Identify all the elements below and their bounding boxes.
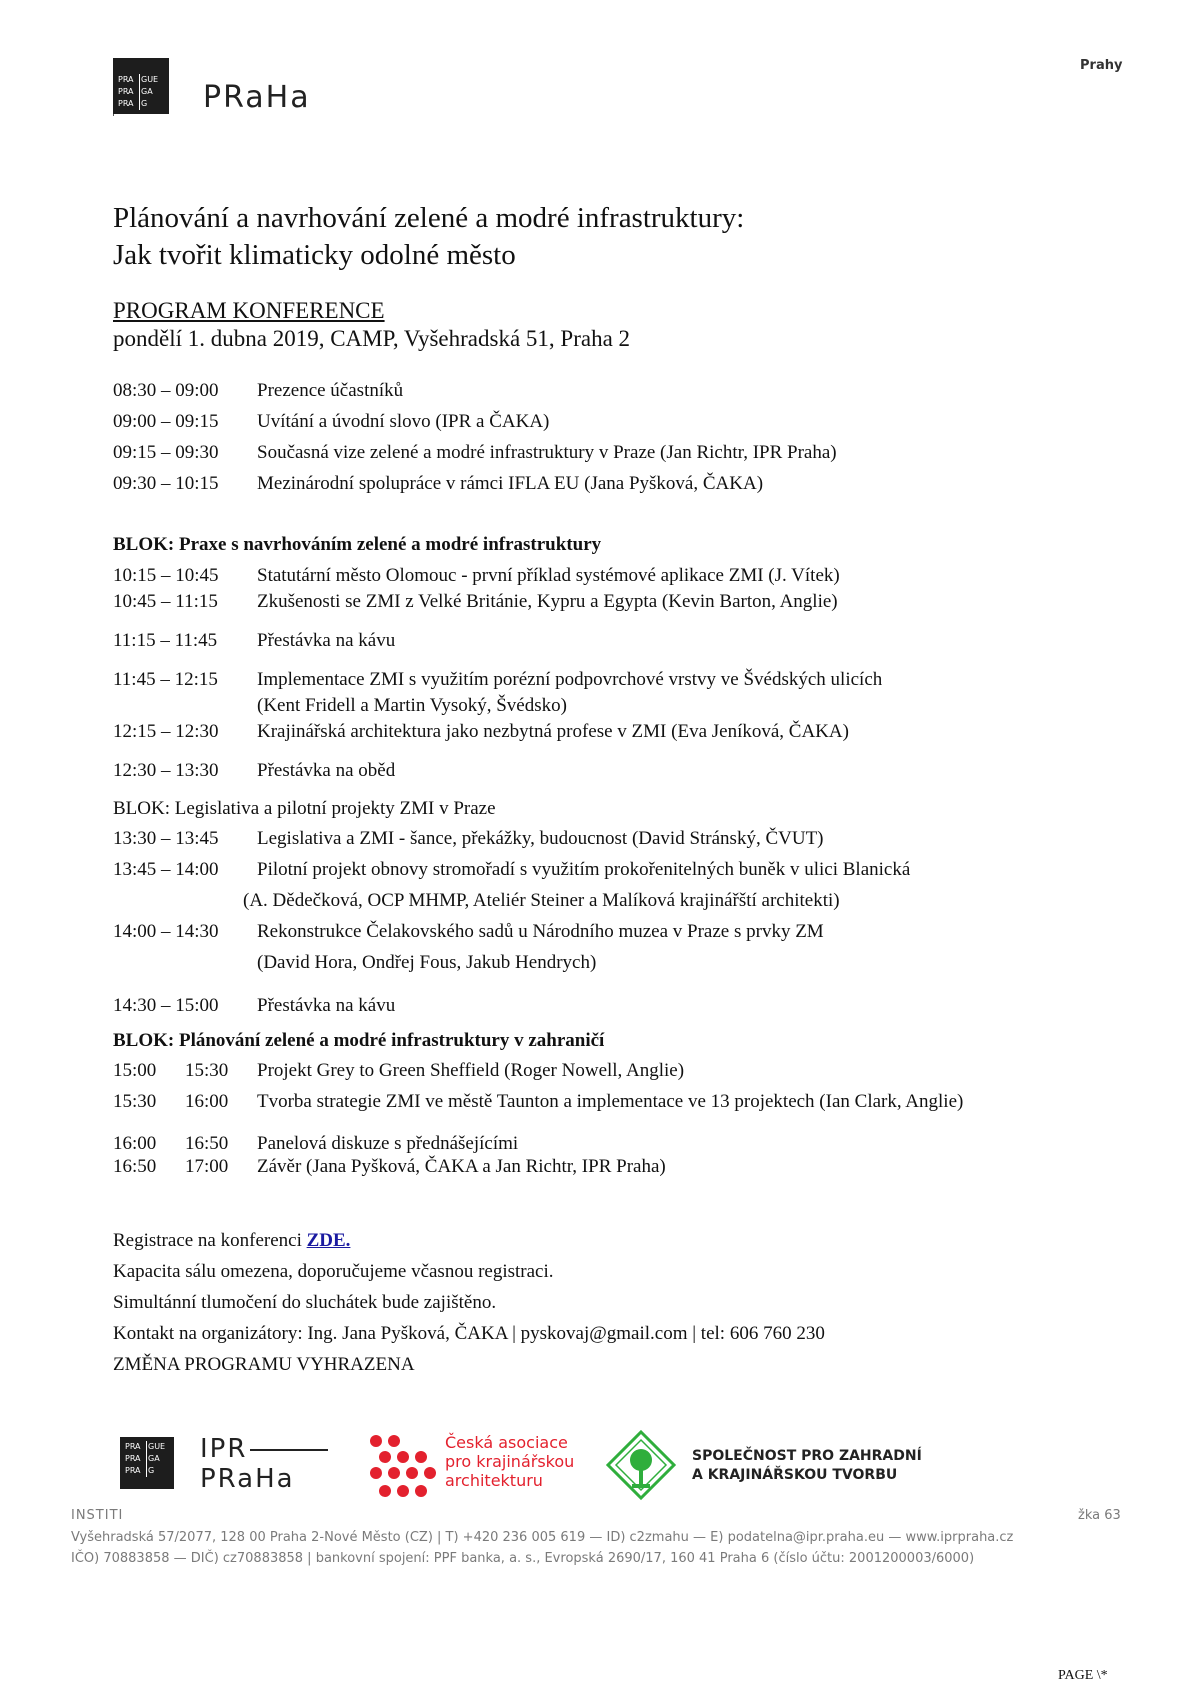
logo-text: G [148,1466,155,1475]
schedule-row [113,1059,1113,1083]
schedule-end: 17:00 [185,1156,229,1177]
logo-text: G [141,99,148,108]
caka-dots-icon [368,1433,440,1501]
logo-text: GUE [141,75,159,84]
registration-line [113,1229,350,1253]
schedule-row [113,472,1013,496]
program-heading: PROGRAM KONFERENCE [113,298,385,323]
schedule-text: Rekonstrukce Čelakovského sadů u Národního muzea v Praze s prvky ZM [257,921,824,942]
block-heading: BLOK: Plánování zelené a modré infrastruktury v zahraničí [113,1030,605,1051]
schedule-text: (Kent Fridell a Martin Vysoký, Švédsko) [257,695,567,716]
praha-wordmark: PRaHa [203,80,311,115]
schedule-row [113,694,1013,718]
schedule-text: Přestávka na kávu [257,630,396,651]
schedule-time: 10:45 – 11:15 [113,591,218,612]
contact-line: Kontakt na organizátory: Ing. Jana Pyšková, ČAKA | pyskovaj@gmail.com | tel: 606 760 230 [113,1323,825,1344]
schedule-row [113,889,1013,913]
schedule-text: Projekt Grey to Green Sheffield (Roger Nowell, Anglie) [257,1060,685,1081]
page-number-field: PAGE \* [1058,1668,1108,1683]
schedule-text: Závěr (Jana Pyšková, ČAKA a Jan Richtr, IPR Praha) [257,1156,666,1177]
prague-logo-icon [120,1437,174,1489]
schedule-end: 16:00 [185,1091,229,1112]
schedule-row [113,994,1013,1018]
schedule-time: 11:45 – 12:15 [113,669,218,690]
logo-text: PRA [124,1465,147,1477]
schedule-start: 16:50 [113,1156,157,1177]
tree-diamond-icon [606,1430,676,1502]
schedule-row [113,441,1013,465]
szkt-line: SPOLEČNOST PRO ZAHRADNÍ [692,1448,922,1464]
caka-line: pro krajinářskou [445,1452,575,1471]
prague-logo-icon [113,58,169,114]
schedule-start: 16:00 [113,1133,157,1154]
logo-text: PRA [117,74,140,86]
block-heading: BLOK: Legislativa a pilotní projekty ZMI v Praze [113,798,496,819]
schedule-time: 12:15 – 12:30 [113,721,219,742]
ipr-logo-rule [250,1449,328,1451]
logo-text: GUE [148,1442,166,1451]
caka-line: Česká asociace [445,1433,568,1452]
schedule-time: 13:30 – 13:45 [113,828,219,849]
schedule-text: Mezinárodní spolupráce v rámci IFLA EU (Jana Pyšková, ČAKA) [257,473,764,494]
schedule-row [113,858,1073,882]
schedule-row [113,1132,1113,1156]
title-line-2: Jak tvořit klimaticky odolné město [113,239,516,271]
szkt-logo-text [692,1447,922,1485]
schedule-text: (David Hora, Ondřej Fous, Jakub Hendrych) [257,952,597,973]
block-heading: BLOK: Praxe s navrhováním zelené a modré infrastruktury [113,534,602,555]
schedule-end: 15:30 [185,1060,229,1081]
schedule-row [113,920,1013,944]
schedule-row [113,1155,1113,1179]
registration-text: Registrace na konferenci [113,1230,307,1251]
logo-text: GA [141,87,153,96]
schedule-text: Krajinářská architektura jako nezbytná profese v ZMI (Eva Jeníková, ČAKA) [257,721,849,742]
schedule-text: Přestávka na oběd [257,760,396,781]
ipr-praha-logo [200,1434,295,1494]
footer-right-fragment: žka 63 [1078,1508,1121,1523]
schedule-time: 08:30 – 09:00 [113,380,219,401]
schedule-row [113,759,1013,783]
registration-link[interactable]: ZDE. [306,1230,351,1251]
schedule-text: Implementace ZMI s využitím porézní podpovrchové vrstvy ve Švédských ulicích [257,669,883,690]
interpreting-note: Simultánní tlumočení do sluchátek bude zajištěno. [113,1292,497,1313]
schedule-start: 15:00 [113,1060,157,1081]
schedule-row [113,590,1013,614]
schedule-text: (A. Dědečková, OCP MHMP, Ateliér Steiner a Malíková krajinářští architekti) [243,890,840,911]
schedule-text: Pilotní projekt obnovy stromořadí s využitím prokořenitelných buněk v ulici Blanická [257,859,911,880]
schedule-time: 09:15 – 09:30 [113,442,219,463]
schedule-text: Prezence účastníků [257,380,404,401]
ipr-logo-line: IPR [200,1434,248,1464]
capacity-note: Kapacita sálu omezena, doporučujeme včasnou registraci. [113,1261,554,1282]
schedule-time: 11:15 – 11:45 [113,630,218,651]
schedule-time: 13:45 – 14:00 [113,859,219,880]
schedule-time: 12:30 – 13:30 [113,760,219,781]
schedule-time: 10:15 – 10:45 [113,565,219,586]
schedule-row [113,379,1013,403]
footer-institution: INSTITI [71,1508,124,1523]
schedule-text: Statutární město Olomouc - první příklad systémové aplikace ZMI (J. Vítek) [257,565,840,586]
logo-text: PRA [124,1453,147,1465]
caka-logo-text [445,1433,574,1490]
page-title [113,200,744,274]
logo-text: PRA [117,86,140,98]
caka-line: architekturu [445,1471,543,1490]
schedule-text: Tvorba strategie ZMI ve městě Taunton a implementace ve 13 projektech (Ian Clark, Anglie) [257,1091,964,1112]
schedule-time: 14:00 – 14:30 [113,921,219,942]
header-corner-text: Prahy [1080,58,1123,73]
schedule-end: 16:50 [185,1133,229,1154]
schedule-row [113,629,1013,653]
schedule-text: Současná vize zelené a modré infrastruktury v Praze (Jan Richtr, IPR Praha) [257,442,837,463]
schedule-text: Uvítání a úvodní slovo (IPR a ČAKA) [257,411,550,432]
logo-text: GA [148,1454,160,1463]
title-line-1: Plánování a navrhování zelené a modré infrastruktury: [113,202,745,234]
footer-address: Vyšehradská 57/2077, 128 00 Praha 2-Nové Město (CZ) | T) +420 236 005 619 — ID) c2zmahu — E) podatelna@ipr.praha.eu — www.iprpraha.cz [71,1530,1014,1545]
schedule-time: 09:30 – 10:15 [113,473,219,494]
schedule-text: Panelová diskuze s přednášejícími [257,1133,519,1154]
program-change-note: ZMĚNA PROGRAMU VYHRAZENA [113,1354,415,1375]
schedule-text: Zkušenosti se ZMI z Velké Británie, Kypru a Egypta (Kevin Barton, Anglie) [257,591,838,612]
schedule-start: 15:30 [113,1091,157,1112]
schedule-row [113,564,1013,588]
schedule-row [113,410,1013,434]
schedule-row [113,827,1013,851]
schedule-row [113,668,1053,692]
logo-text: PRA [117,98,140,110]
schedule-time: 14:30 – 15:00 [113,995,219,1016]
program-date: pondělí 1. dubna 2019, CAMP, Vyšehradská 51, Praha 2 [113,326,631,351]
schedule-row [113,1090,1113,1114]
schedule-text: Přestávka na kávu [257,995,396,1016]
schedule-row [113,720,1013,744]
logo-text: PRA [124,1441,147,1453]
schedule-time: 09:00 – 09:15 [113,411,219,432]
footer-bank: IČO) 70883858 — DIČ) cz70883858 | bankovní spojení: PPF banka, a. s., Evropská 2690/17, 160 41 Praha 6 (číslo účtu: 2001200003/6000) [71,1551,975,1566]
szkt-line: A KRAJINÁŘSKOU TVORBU [692,1467,898,1483]
schedule-row [113,951,1013,975]
ipr-logo-line: PRaHa [200,1464,295,1494]
schedule-text: Legislativa a ZMI - šance, překážky, budoucnost (David Stránský, ČVUT) [257,828,824,849]
